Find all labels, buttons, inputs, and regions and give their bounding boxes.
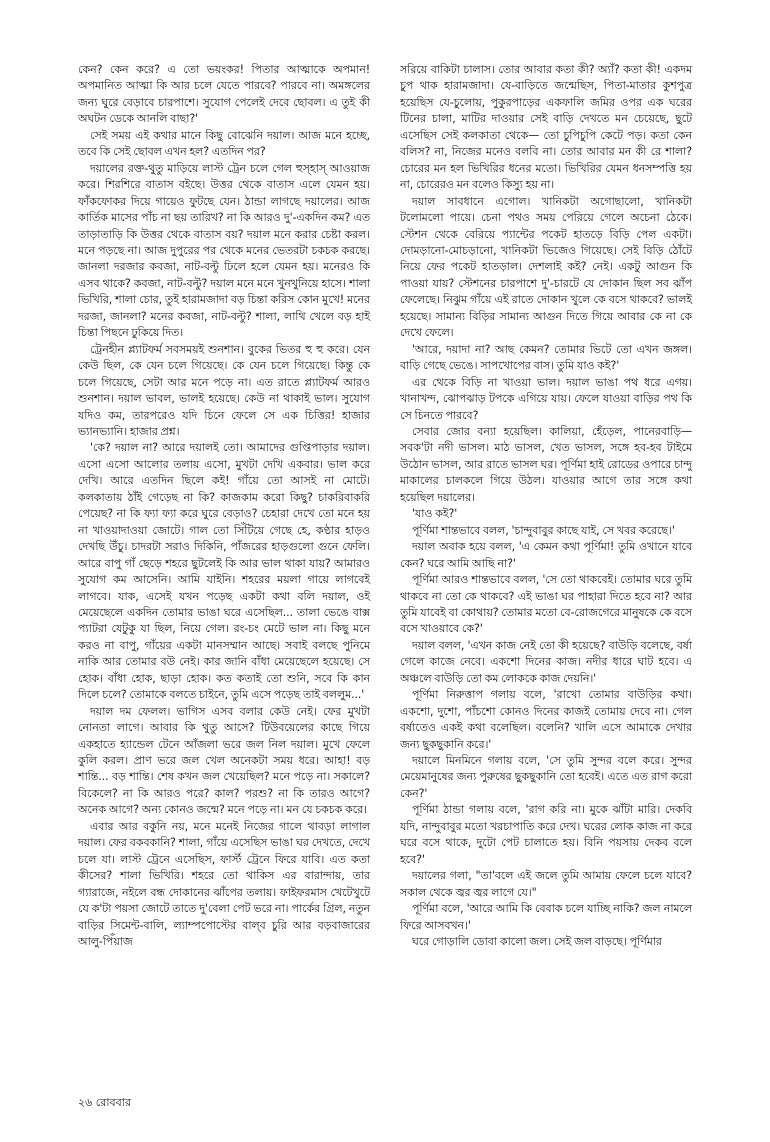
- paragraph: পূর্ণিমা আরও শান্তভাবে বলল, 'সে তো থাকবেই। তোমার ঘরে তুমি থাকবে না তো কে থাকবে? এই ভাঙা ঘর পাহারা দিতে হবে না? আর তুমি যাবেই বা কোথায়? তোমার মতো বে-রোজগেরে মানুষকে কে বসে বসে খাওয়াবে কে?': [400, 573, 693, 636]
- paragraph: দয়াল সাবধানে এগোল। খানিকটা অগোছালো, খানিকটা টলোমলো পায়ে। চেনা পথও সময় পেরিয়ে গেলে অচেনা ঠেকে। স্টেশন থেকে বেরিয়ে প্যান্টের পকেট হাতড়ে বিড়ি পেল একটা। দোমড়ানো-মোচড়ানো, খানিকটা ভিজেও গিয়েছে। সেই বিড়ি ঠোঁটে নিয়ে ফের পকেট হাতড়াল। দেশলাই কই? নেই। একটু আগুন কি পাওয়া যায়? স্টেশনের চারপাশে দু'-চারটে যে দোকান ছিল সব ঝাঁপ ফেলেছে। নিঝুম গাঁয়ে এই রাতে দোকান খুলে কে বসে থাকবে? ভালই হয়েছে। সামান্য বিড়ির সামান্য আগুন দিতে গিয়ে আবার কে না কে দেখে ফেলে।: [400, 194, 692, 340]
- right-column: [400, 62, 692, 950]
- paragraph: 'আরে, দয়াদা না? আছ কেমন? তোমার ভিটে তো এখন জঙ্গল। বাড়ি গেছে ভেঙে। সাপখোপের বাস। তুমি যাও কই?': [400, 342, 692, 373]
- paragraph: সেই সময় এই কথার মানে কিছু বোঝেনি দয়াল। আজ মনে হচ্ছে, তবে কি সেই ছোবল এখন হল? এতদিন পর?: [78, 128, 370, 159]
- paragraph: পূর্ণিমা ঠান্ডা গলায় বলে, 'রাগ করি না। মুকে ঝাঁটা মারি। দেকবি যদি, নান্দুবাবুর মতো খরচাপাতি করে দেখ। ঘরের লোক কাজ না করে ঘরে বসে থাকে, দুটো পেট চালাতে হয়। বিনি পয়সায় দেকব বলে হবে?': [400, 803, 692, 866]
- paragraph: ট্রেনহীন প্ল্যাটফর্ম সবসময়ই শুনশান। বুকের ভিতর হু হু করে। যেন কেউ ছিল, কে যেন চলে গিয়েছে। কে যেন চলে গিয়েছে। কিন্তু কে চলে গিয়েছে, সেটা আর মনে পড়ে না। এত রাতে প্ল্যাটফর্ম আরও শুনশান। দয়াল ভাবল, ভালই হয়েছে। কেউ না থাকাই ভাল। সুযোগ যদিও কম, তারপরেও যদি চিনে ফেলে সে এক চিত্তির! হাজার ভ্যানভ্যানি। হাজার প্রশ্ন।: [78, 342, 370, 438]
- paragraph: সরিয়ে বাকিটা চালাস। তোর আবার কতা কী? অ্যাঁ? কতা কী! একদম চুপ থাক হারামজাদা। যে-বাড়িতে জন্মেছিস, পিতা-মাতার কুশপুত্র হয়েছিস যে-চুলোয়, পুকুরপাড়ের একফালি জমির ওপর এক ঘরের টিনের চালা, মাটির দাওয়ার সেই বাড়ি দেখতে মন চেয়েছে, ছুটে এসেছিস সেই কলকাতা থেকে— তো চুপিচুপি কেটে পড়। কতা কেন বলিস? না, নিজের মনেও বলবি না। তোর আবার মন কী রে শালা? চোরের মন হল ভিখিরির ধনের মতো। ভিখিরির যেমন ধনসম্পত্তি হয় না, চোরেরও মন বলেও কিস্যু হয় না।: [400, 63, 692, 192]
- paragraph: কেন? কেন করে? এ তো ভয়ংকর! পিতার আত্মাকে অপমান! অপমানিত আত্মা কি আর চলে যেতে পারবে? পারবে না। অমঙ্গলের জন্য ঘুরে বেড়াবে চারপাশে। সুযোগ পেলেই দেবে ছোবল। এ তুই কী অঘটন ডেকে আনলি বাছা?': [78, 63, 370, 126]
- paragraph: পূর্ণিমা নিরুত্তাপ গলায় বলে, 'রাখো তোমার বাউড়ির কথা। একশো, দুশো, পাঁচশো কোনও দিনের কাজই তোমায় দেবে না। গেল বর্ষাতেও একই কথা বলেছিল। বলেনি? খালি এসে আমাকে দেখার জন্য ছুকছুকানি করে।': [400, 688, 692, 751]
- paragraph: এবার আর বকুনি নয়, মনে মনেই নিজের গালে থাবড়া লাগাল দয়াল। ফের বকবকানি? শালা, গাঁয়ে এসেছিস ভাঙা ঘর দেখতে, দেখে চলে যা। লাস্ট ট্রেনে এসেছিস, ফার্স্ট ট্রেনে ফিরে যাবি। এত কতা কীসের? শালা ভিখিরি। শহরে তো থাকিস এর বারান্দায়, তার গ্যারাজে, নইলে বন্ধ দোকানের ঝাঁপের তলায়। ফাইফরমাস খেটেখুটে যে ক'টা পয়সা জোটে তাতে দু'বেলা পেট ভরে না। পার্কের গ্রিল, নতুন বাড়ির সিমেন্ট-বালি, ল্যাম্পপোস্টের বাল্‌ব চুরি আর বড়বাজারের আলু-পিঁয়াজ: [78, 819, 370, 949]
- page-footer: ২৬ রোববার: [78, 1096, 131, 1109]
- paragraph: পূর্ণিমা বলে, 'আরে আমি কি বেবাক চলে যাচ্ছি নাকি? জল নামলে ফিরে আসবখন।': [400, 902, 692, 932]
- paragraph: 'যাও কই?': [412, 507, 458, 521]
- paragraph: সেবার জোর বন্যা হয়েছিল। কালিয়া, হেঁড়েল, পানেরবাড়ি— সবক'টা নদী ভাসল। মাঠ ভাসল, খেত ভাসল, সঙ্গে হব-হব টাইমে উঠোন ভাসল, আর রাতে ভাসল ঘর। পূর্ণিমা হাই রোডের ওপারে চান্দু মাকালের চালকলে গিয়ে উঠল। যাওয়ার আগে তার সঙ্গে কথা হয়েছিল দয়ালের।: [400, 424, 692, 504]
- paragraph: দয়ালে মিনমিনে গলায় বলে, 'সে তুমি সুন্দর বলে করে। সুন্দর মেয়েমানুষের জন্য পুরুষের ছুকছুকানি তো হবেই। এতে এত রাগ করো কেন?': [400, 754, 692, 800]
- paragraph: 'কে? দয়াল না? আরে দয়ালই তো। আমাদের গুপ্তিপাড়ার দয়াল। এসো এসো আলোর তলায় এসো, মুখটা দেখি একবার। ভাল করে দেখি। আরে এতদিন ছিলে কই! গাঁয়ে তো আসই না মোটে। কলকাতায় ঠাঁই গেড়েছ না কি? কাজকাম করো কিছু? চাকরিবাকরি পেয়েছ? না কি ফ্যা ফ্যা করে ঘুরে বেড়াও? চেহারা দেখে তো মনে হয় না খাওয়াদাওয়া জোটে। গাল তো সিঁটিয়ে গেছে হে, কণ্ঠার হাড়ও দেখছি উঁচু। চাদরটা সরাও দিকিনি, পাঁজরের হাড়গুলো গুনে ফেলি। আরে বাপু গাঁ ছেড়ে শহরে ছুটলেই কি আর ভাল থাকা যায়? আমারও সুযোগ কম আসেনি। আমি যাইনি। শহরের ময়লা গায়ে লাগবেই লাগবে। যাক, এসেই যখন পড়েছ একটা কথা বলি দয়াল, ওই মেয়েছেলে একদিন তোমার ভাঙা ঘরে এসেছিল... তালা ভেঙে বাক্স প্যাটরা যেটুকু যা ছিল, নিয়ে গেল। রং-চং মেটে ভাল না। কিছু মনে করও না বাপু, গাঁয়ের একটা মানসম্মান আছে। সবাই বলছে পুনিমে নাকি আর তোমার বউ নেই। কার জানি বাঁধা মেয়েছেলে হয়েছে। সে হোক। বাঁধা হোক, ছাড়া হোক। কত কতাই তো শুনি, সবে কি কান দিলে চলে? তোমাকে বলতে চাইনে, তুমি এসে পড়েছ তাই বললুম...': [78, 441, 370, 702]
- paragraph: দয়াল দম ফেলল। ভাগিস এসব বলার কেউ নেই। ফের মুখটা নোনতা লাগে। আবার কি থুতু আসে? টিউবয়েলের কাছে গিয়ে একহাতে হ্যান্ডেল টেনে আঁজলা ভরে জল নিল দয়াল। মুখে ফেলে কুলি করল। প্রাণ ভরে জল খেল অনেকটা সময় ধরে। আহা! বড় শান্তি... বড় শান্তি। শেষ কখন জল খেয়েছিল? মনে পড়ে না। সকালে? বিকেলে? না কি আরও পরে? কাল? পরশু? না কি তারও আগে? অনেক আগে? অন্য কোনও জন্মে? মনে পড়ে না। মন যে চকচক করে।: [78, 704, 370, 817]
- paragraph: দয়ালের গলা, "তা'বলে এই জলে তুমি আমায় ফেলে চলে যাবে? সকাল থেকে জ্বর জ্বর লাগে যে।": [400, 869, 692, 899]
- paragraph: দয়াল অবাক হয়ে বলল, 'এ কেমন কথা পূর্ণিমা! তুমি ওখানে যাবে কেন? ঘরে আমি আছি না?': [400, 540, 692, 570]
- paragraph: দয়ালের রক্ত-থুতু মাড়িয়ে লাস্ট ট্রেন চলে গেল হুস্‌হাস্‌ আওয়াজ করে। শিরশিরে বাতাস বইছে। উত্তর থেকে বাতাস এলে যেমন হয়। ফাঁকফোকর দিয়ে গায়েও ফুটছে যেন। ঠান্ডা লাগছে দয়ালের। আজ কার্তিক মাসের পাঁচ না ছয় তারিখ? না কি আরও দু'-একদিন কম? এত তাড়াতাড়ি কি উত্তর থেকে বাতাস বয়? দয়াল মনে করার চেষ্টা করল। মনে পড়ছে না। আজ দুপুরের পর থেকে মনের ভেতরটা চকচক করছে। জানলা দরজার কবজা, নাট-বল্টু ঢিলে হলে যেমন হয়। মনেরও কি এসব থাকে? কবজা, নাট-বল্টু? দয়াল মনে মনে খুনখুনিয়ে হাসে। শালা ভিখিরি, শালা চোর, তুই হারামজাদা বড় চিন্তা করিস কোন মুখে! মনের দরজা, জানলা? মনের কবজা, নাট-বল্টু? শালা, লাথি খেলে বড় হাই চিন্তা পিছনে ঢুকিয়ে দিত।: [78, 161, 370, 340]
- left-column: [78, 62, 370, 950]
- paragraph: দয়াল বলল, 'এখন কাজ নেই তো কী হয়েছে? বাউড়ি বলেছে, বর্ষা গেলে কাজে নেবে। একশো দিনের কাজ। নদীর ধারে ঘাট হবে। এ অঞ্চলে বাউড়ি তো কম লোককে কাজ দেয়নি।': [400, 638, 692, 685]
- paragraph: পূর্ণিমা শান্তভাবে বলল, 'চান্দুবাবুর কাছে যাই, সে খবর করেছে।': [412, 523, 675, 537]
- paragraph: ঘরে গোড়ালি ডোবা কালো জল। সেই জল বাড়ছে। পূর্ণিমার: [412, 935, 662, 949]
- paragraph: এর থেকে বিড়ি না খাওয়া ভাল। দয়াল ভাঙা পথ ধরে এগয়। খানাখন্দ, ঝোপঝাড় টপকে এগিয়ে যায়। ফেলে যাওয়া বাড়ির পথ কি সে চিনতে পারবে?: [400, 375, 692, 422]
